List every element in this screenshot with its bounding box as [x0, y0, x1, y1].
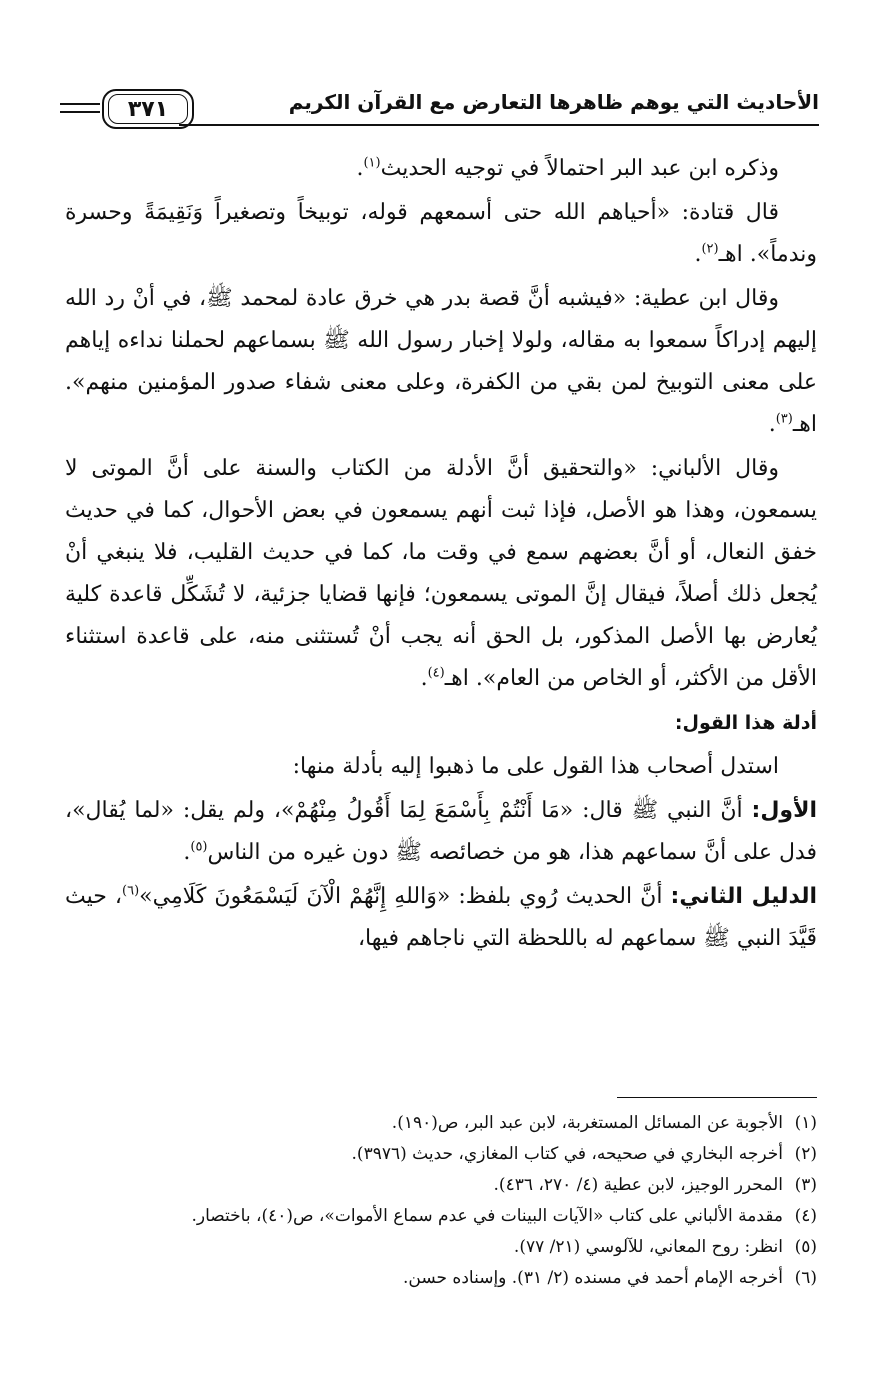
footnote-ref-4[interactable]: (٤) — [427, 665, 445, 681]
footnote-2: (٢)أخرجه البخاري في صحيحه، في كتاب المغازي، حديث (٣٩٧٦). — [351, 1144, 817, 1164]
footnote-ref-5[interactable]: (٥) — [190, 839, 208, 855]
footnote-6: (٦)أخرجه الإمام أحمد في مسنده (٢/ ٣١). وإسناده حسن. — [402, 1268, 817, 1288]
footnote-5: (٥)انظر: روح المعاني، للآلوسي (٢١/ ٧٧). — [513, 1237, 817, 1257]
paragraph-albani: وقال الألباني: «والتحقيق أنَّ الأدلة من الكتاب والسنة على أنَّ الموتى لا يسمعون، وهذا هو الأصل، فإذا ثبت أنهم يسمعون في بعض الأحوال، كما في حديث خفق النعال، أو أنَّ بعضهم سمع في وقت ما، كما في حديث القليب، فلا ينبغي أنْ يُجعل ذلك أصلاً، فيقال إنَّ الموتى يسمعون؛ فإنها قضايا جزئية، لا تُشَكِّل قاعدة كلية يُعارض بها الأصل المذكور، بل الحق أنه يجب أنْ تُستثنى منه، على قاعدة استثناء الأقل من الأكثر، أو الخاص من العام». اهـ$^{(٤)}$. — [65, 456, 817, 691]
evidence-label-2: الدليل الثاني: — [670, 884, 818, 909]
paragraph-ibn-atiyya: وقال ابن عطية: «فيشبه أنَّ قصة بدر هي خرق عادة لمحمد ﷺ، في أنْ رد الله إليهم إدراكاً سمعوا به مقاله، ولولا إخبار رسول الله ﷺ بسماعهم لحملنا نداءه إياهم على معنى التوبيخ لمن بقي من الكفرة، وعلى معنى شفاء صدور المؤمنين منهم». اهـ$^{(٣)}$. — [65, 286, 817, 437]
paragraph-second-evidence: الدليل الثاني: أنَّ الحديث رُوي بلفظ: «وَاللهِ إِنَّهُمْ الْآنَ لَيَسْمَعُونَ كَلَامِي»$^{(٦)}$، حيث قَيَّدَ النبي ﷺ سماعهم له باللحظة التي ناجاهم فيها، — [65, 883, 818, 951]
paragraph-1: وذكره ابن عبد البر احتمالاً في توجيه الحديث$^{(١)}$. — [356, 155, 779, 181]
footnote-ref-2[interactable]: (٢) — [701, 241, 719, 257]
main-text — [65, 148, 817, 962]
paragraph-qatada: قال قتادة: «أحياهم الله حتى أسمعهم قوله، توبيخاً وتصغيراً وَنَقِيمَةً وحسرة وندماً». اهـ$^{(٢)}$. — [65, 200, 817, 267]
footnote-4: (٤)مقدمة الألباني على كتاب «الآيات البينات في عدم سماع الأموات»، ص(٤٠)، باختصار. — [191, 1206, 817, 1226]
paragraph-first-evidence: الأول: أنَّ النبي ﷺ قال: «مَا أَنْتُمْ بِأَسْمَعَ لِمَا أَقُولُ مِنْهُمْ»، ولم يقل: «لما يُقال»، فدل على أنَّ سماعهم هذا، هو من خصائصه ﷺ دون غيره من الناس$^{(٥)}$. — [65, 798, 817, 865]
section-heading: أدلة هذا القول: — [674, 712, 817, 734]
footnote-rule — [617, 1097, 817, 1098]
footnote-3: (٣)المحرر الوجيز، لابن عطية (٤/ ٢٧٠، ٤٣٦). — [493, 1175, 817, 1195]
page-number: ٣٧١ — [108, 94, 188, 124]
header-side-line-top — [60, 103, 100, 105]
evidence-label-1: الأول: — [751, 798, 817, 823]
footnotes — [65, 1108, 817, 1294]
footnote-1: (١)الأجوبة عن المسائل المستغربة، لابن عبد البر، ص(١٩٠). — [391, 1113, 817, 1133]
footnote-ref-1[interactable]: (١) — [363, 155, 381, 171]
footnote-ref-6[interactable]: (٦) — [122, 883, 140, 899]
paragraph-intro: استدل أصحاب هذا القول على ما ذهبوا إليه بأدلة منها: — [292, 754, 779, 779]
header-rule — [179, 124, 819, 126]
running-title: الأحاديث التي يوهم ظاهرها التعارض مع القرآن الكريم — [288, 90, 819, 114]
page-number-frame — [102, 89, 194, 129]
header-side-line-bottom — [60, 111, 100, 113]
footnote-ref-3[interactable]: (٣) — [775, 411, 793, 427]
